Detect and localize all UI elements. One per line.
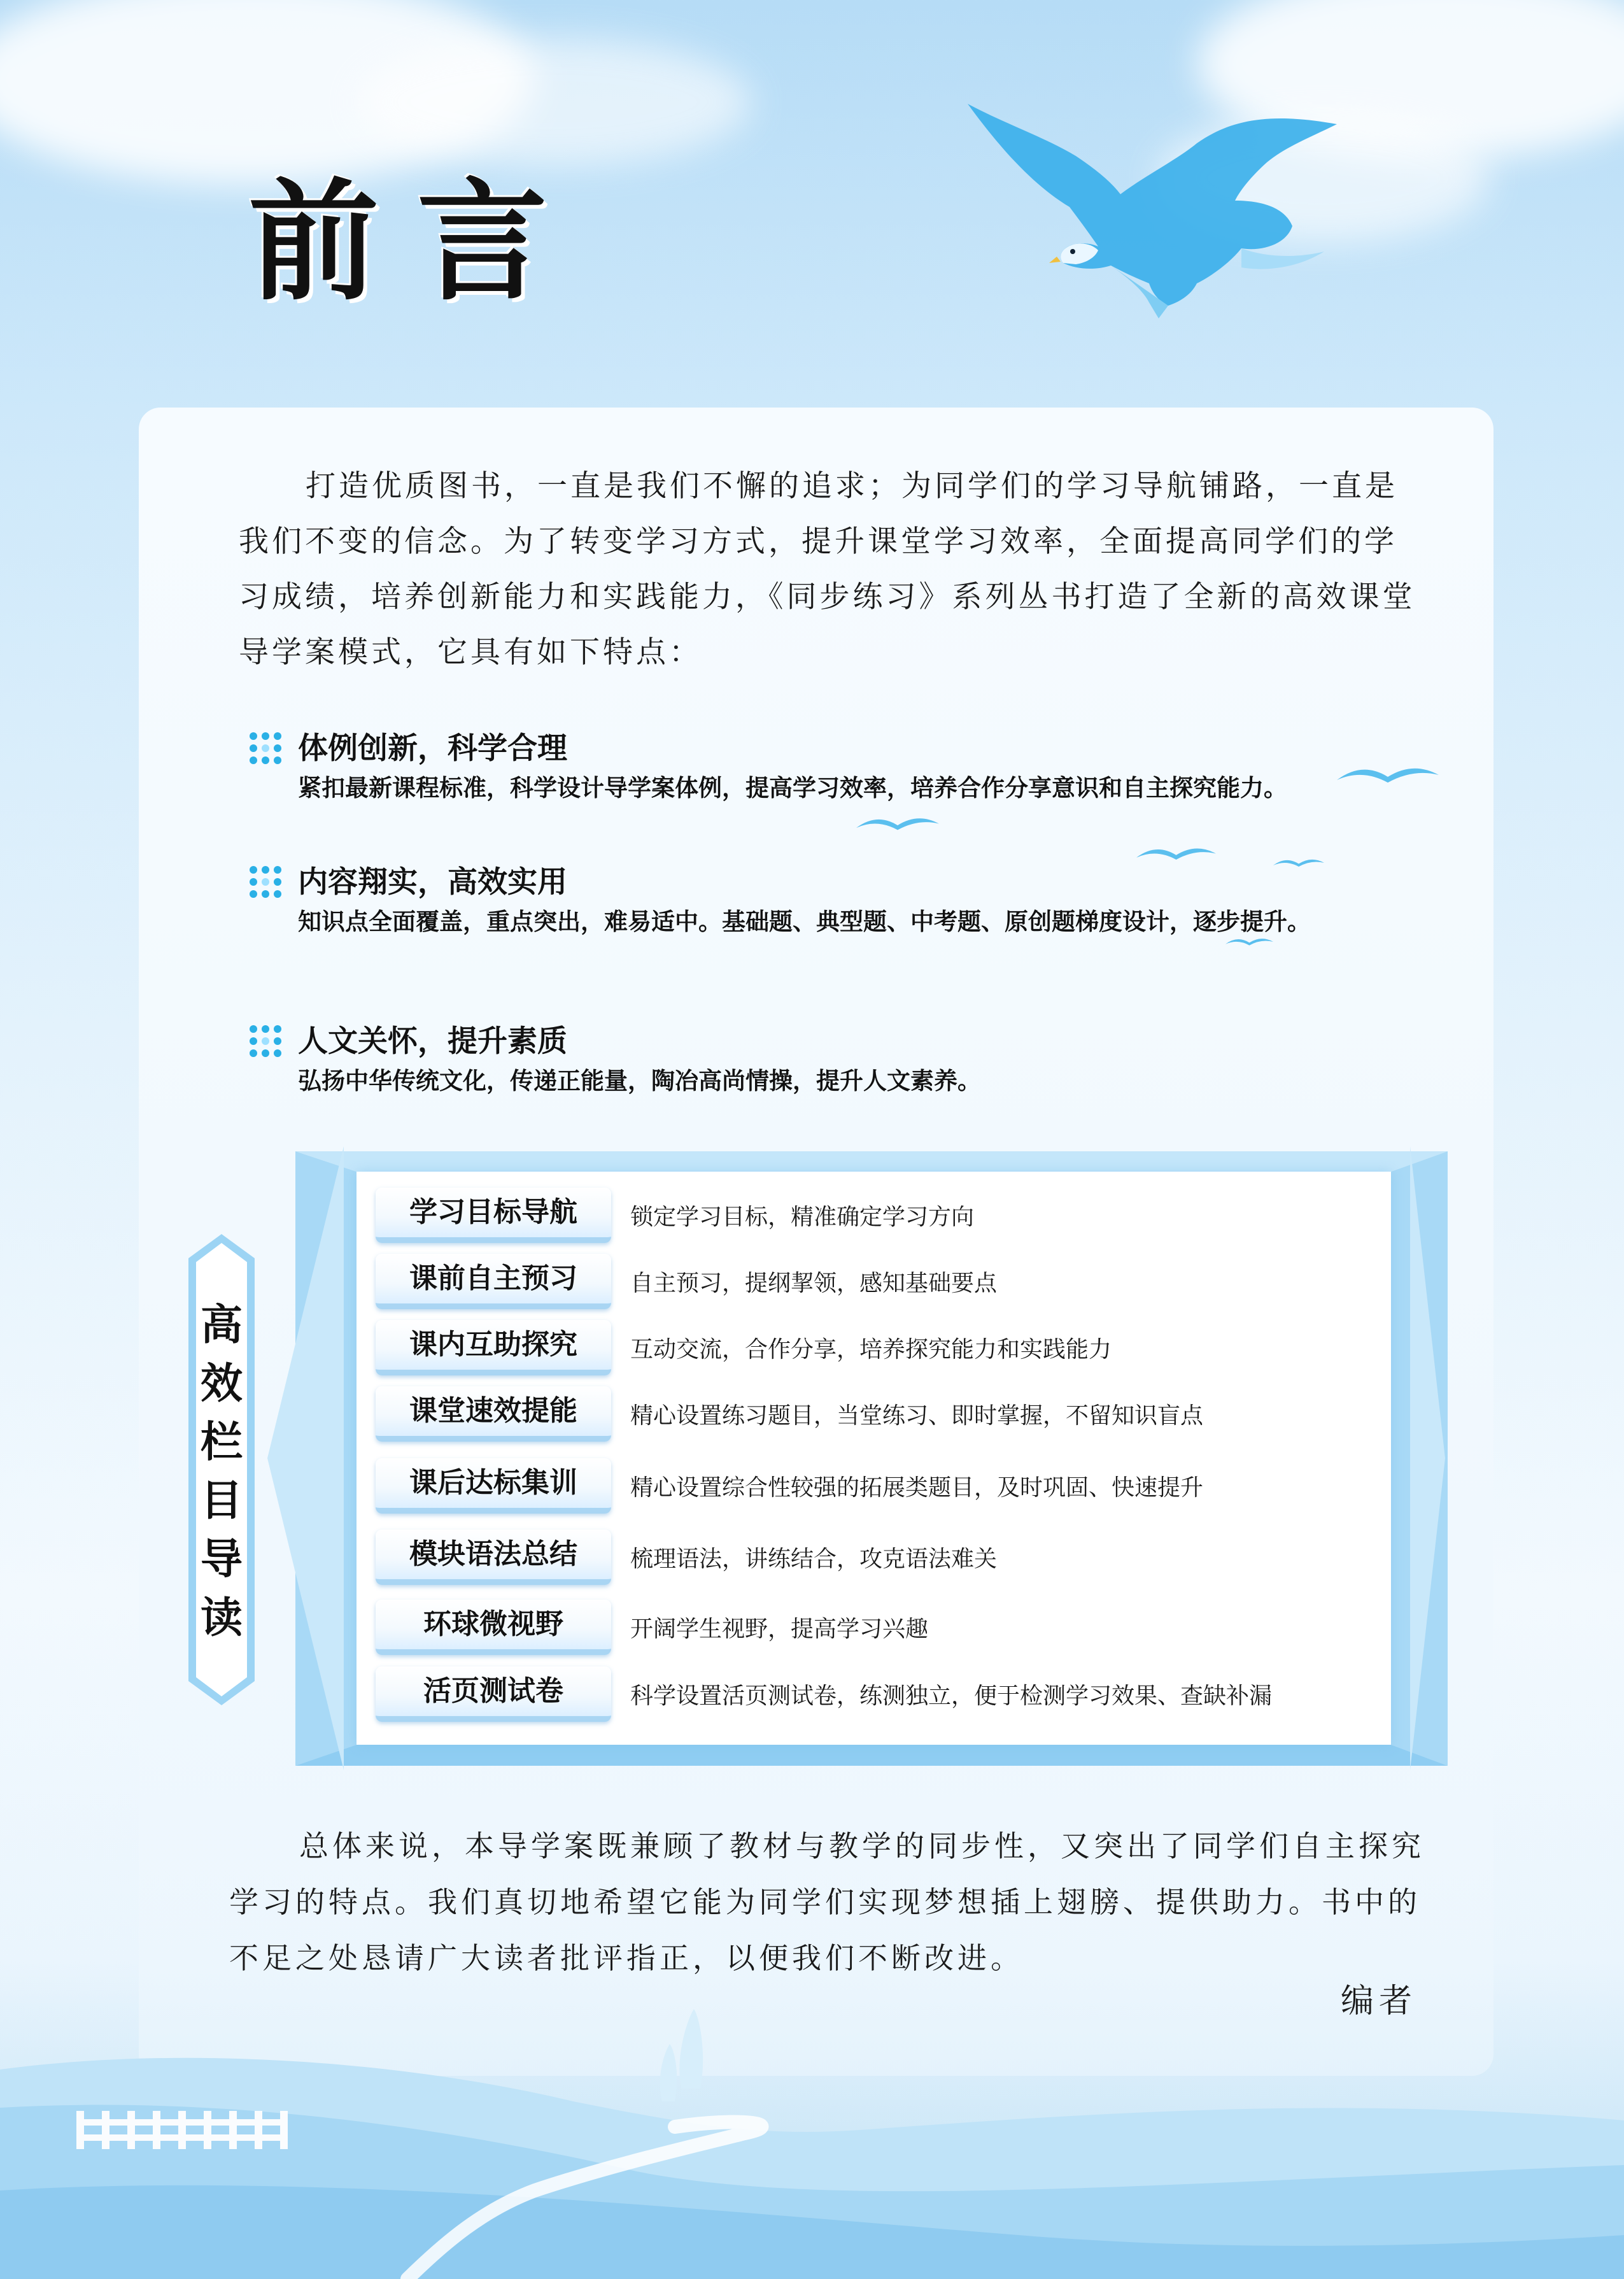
eagle-illustration xyxy=(968,99,1350,328)
guide-row-description: 互动交流，合作分享，培养探究能力和实践能力 xyxy=(630,1337,1112,1363)
page-title: 前言 xyxy=(248,166,586,318)
dot-grid-icon xyxy=(248,731,283,765)
guide-row-description: 科学设置活页测试卷，练测独立，便于检测学习效果、查缺补漏 xyxy=(630,1683,1273,1709)
guide-row-label: 学习目标导航 xyxy=(376,1188,611,1243)
guide-row-label: 模块语法总结 xyxy=(376,1530,611,1585)
seagull-icon xyxy=(1273,855,1324,869)
signature: 编者 xyxy=(1340,1982,1417,2020)
closing-paragraph: 总体来说，本导学案既兼顾了教材与教学的同步性，又突出了同学们自主探究学习的特点。我们真切地希望它能为同学们实现梦想插上翅膀、提供助力。书中的不足之处恳请广大读者批评指正，以便我们不断改进。 xyxy=(229,1829,1425,1975)
seagull-icon xyxy=(1225,935,1273,948)
guide-row-description: 梳理语法，讲练结合，攻克语法难关 xyxy=(630,1546,998,1572)
seagull-icon xyxy=(1136,842,1216,863)
guide-row xyxy=(376,1188,1381,1245)
guide-row-label: 课内互助探究 xyxy=(376,1320,611,1375)
guide-row-description: 精心设置综合性较强的拓展类题目，及时巩固、快速提升 xyxy=(630,1475,1204,1501)
landscape-illustration xyxy=(0,1999,1624,2279)
feature-description: 紧扣最新课程标准，科学设计导学案体例，提高学习效率，培养合作分享意识和自主探究能力。 xyxy=(298,774,1287,802)
guide-row xyxy=(376,1386,1381,1444)
seagull-icon xyxy=(856,812,939,834)
guide-row-label: 课前自主预习 xyxy=(376,1254,611,1309)
guide-row-label: 环球微视野 xyxy=(376,1600,611,1655)
guide-arrow-left xyxy=(267,1146,344,1770)
intro-paragraph: 打造优质图书，一直是我们不懈的追求；为同学们的学习导航铺路，一直是我们不变的信念。为了转变学习方式，提升课堂学习效率，全面提高同学们的学习成绩，培养创新能力和实践能力，《同步练习》系列丛书打造了全新的高效课堂导学案模式，它具有如下特点： xyxy=(239,469,1416,670)
guide-row xyxy=(376,1254,1381,1311)
guide-row xyxy=(376,1458,1381,1516)
dot-grid-icon xyxy=(248,865,283,899)
guide-row-label: 课后达标集训 xyxy=(376,1458,611,1514)
dot-grid-icon xyxy=(248,1024,283,1058)
guide-row xyxy=(376,1320,1381,1377)
guide-row-label: 课堂速效提能 xyxy=(376,1386,611,1442)
guide-row xyxy=(376,1666,1381,1724)
feature-heading: 人文关怀，提升素质 xyxy=(298,1024,567,1059)
seagull-icon xyxy=(1337,761,1439,786)
feature-heading: 体例创新，科学合理 xyxy=(298,731,567,766)
guide-row xyxy=(376,1530,1381,1587)
guide-side-title: 高效栏目导读 xyxy=(201,1300,243,1642)
guide-arrow-right xyxy=(1410,1146,1445,1770)
feature-description: 知识点全面覆盖，重点突出，难易适中。基础题、典型题、中考题、原创题梯度设计，逐步提升。 xyxy=(298,908,1311,935)
guide-row-label: 活页测试卷 xyxy=(376,1666,611,1722)
feature-heading: 内容翔实，高效实用 xyxy=(298,865,567,900)
guide-row-description: 锁定学习目标，精准确定学习方向 xyxy=(630,1204,975,1230)
guide-row-description: 精心设置练习题目，当堂练习、即时掌握，不留知识盲点 xyxy=(630,1403,1204,1429)
guide-row-description: 自主预习，提纲挈领，感知基础要点 xyxy=(630,1270,998,1296)
guide-row xyxy=(376,1600,1381,1657)
feature-description: 弘扬中华传统文化，传递正能量，陶冶高尚情操，提升人文素养。 xyxy=(298,1067,981,1095)
guide-row-description: 开阔学生视野，提高学习兴趣 xyxy=(630,1616,929,1642)
